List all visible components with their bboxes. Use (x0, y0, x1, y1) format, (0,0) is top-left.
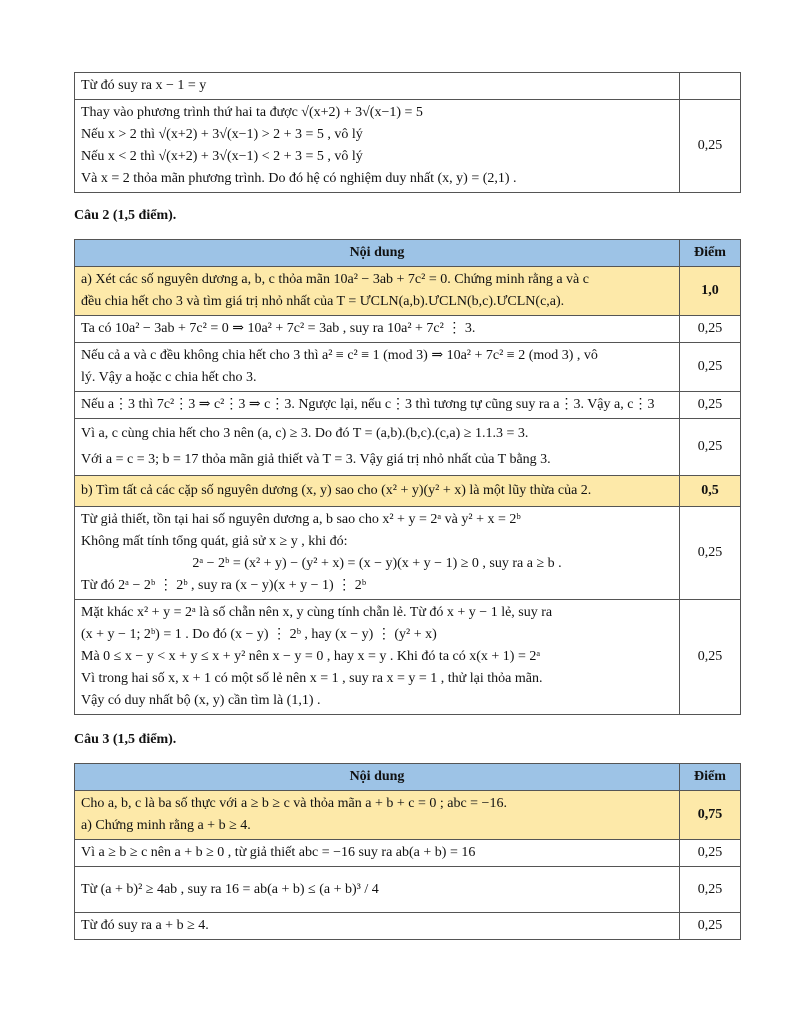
table-row (75, 507, 741, 600)
score-cell: 0,25 (680, 343, 741, 392)
score-cell: 0,5 (680, 476, 741, 507)
score-cell: 0,25 (680, 316, 741, 343)
document-page (74, 72, 741, 940)
content-cell: b) Tìm tất cả các cặp số nguyên dương (x, y) sao cho (x² + y)(y² + x) là một lũy thừa của 2. (75, 476, 680, 507)
table-row (75, 73, 741, 100)
table-row (75, 791, 741, 840)
score-cell: 0,75 (680, 791, 741, 840)
content-cell: Vì a ≥ b ≥ c nên a + b ≥ 0 , từ giả thiết abc = −16 suy ra ab(a + b) = 16 (75, 840, 680, 867)
table-row (75, 913, 741, 940)
header-score: Điểm (680, 764, 741, 791)
header-score: Điểm (680, 240, 741, 267)
q2-table (74, 239, 741, 715)
content-cell: Từ giả thiết, tồn tại hai số nguyên dương a, b sao cho x² + y = 2ᵃ và y² + x = 2ᵇ Không mất tính tổng quát, giả sử x ≥ y , khi đó: 2ᵃ − 2ᵇ = (x² + y) − (y² + x) = (x − y)(x + y − 1) ≥ 0 , suy ra a ≥ b . Từ đó 2ᵃ − 2ᵇ ⋮ 2ᵇ , suy ra (x − y)(x + y − 1) ⋮ 2ᵇ (75, 507, 680, 600)
table-row (75, 476, 741, 507)
header-content: Nội dung (75, 240, 680, 267)
score-cell: 0,25 (680, 507, 741, 600)
question-2-title: Câu 2 (1,5 điểm). (74, 208, 177, 223)
content-cell: a) Xét các số nguyên dương a, b, c thỏa mãn 10a² − 3ab + 7c² = 0. Chứng minh rằng a và c đều chia hết cho 3 và tìm giá trị nhỏ nhất của T = ƯCLN(a,b).ƯCLN(b,c).ƯCLN(c,a). (75, 267, 680, 316)
q1-tail-table (74, 72, 741, 193)
content-cell: Ta có 10a² − 3ab + 7c² = 0 ⇒ 10a² + 7c² = 3ab , suy ra 10a² + 7c² ⋮ 3. (75, 316, 680, 343)
table-row (75, 867, 741, 913)
table-row (75, 840, 741, 867)
score-cell: 0,25 (680, 100, 741, 193)
question-3-title: Câu 3 (1,5 điểm). (74, 732, 177, 747)
score-cell: 1,0 (680, 267, 741, 316)
table-row (75, 600, 741, 715)
content-cell: Vì a, c cùng chia hết cho 3 nên (a, c) ≥ 3. Do đó T = (a,b).(b,c).(c,a) ≥ 1.1.3 = 3. Với a = c = 3; b = 17 thỏa mãn giả thiết và T = 3. Vậy giá trị nhỏ nhất của T bằng 3. (75, 419, 680, 476)
content-cell: Thay vào phương trình thứ hai ta được √(x+2) + 3√(x−1) = 5 Nếu x > 2 thì √(x+2) + 3√(x−1) > 2 + 3 = 5 , vô lý Nếu x < 2 thì √(x+2) + 3√(x−1) < 2 + 3 = 5 , vô lý Và x = 2 thỏa mãn phương trình. Do đó hệ có nghiệm duy nhất (x, y) = (2,1) . (75, 100, 680, 193)
content-cell: Nếu a⋮3 thì 7c²⋮3 ⇒ c²⋮3 ⇒ c⋮3. Ngược lại, nếu c⋮3 thì tương tự cũng suy ra a⋮3. Vậy a, c⋮3 (75, 392, 680, 419)
table-row (75, 392, 741, 419)
content-cell: Nếu cả a và c đều không chia hết cho 3 thì a² ≡ c² ≡ 1 (mod 3) ⇒ 10a² + 7c² ≡ 2 (mod 3) , vô lý. Vậy a hoặc c chia hết cho 3. (75, 343, 680, 392)
table-row (75, 100, 741, 193)
table-header (75, 240, 741, 267)
table-row (75, 343, 741, 392)
table-row (75, 419, 741, 476)
table-row (75, 316, 741, 343)
score-cell: 0,25 (680, 392, 741, 419)
score-cell: 0,25 (680, 600, 741, 715)
table-header (75, 764, 741, 791)
content-cell: Mặt khác x² + y = 2ᵃ là số chẵn nên x, y cùng tính chẵn lẻ. Từ đó x + y − 1 lẻ, suy ra (x + y − 1; 2ᵇ) = 1 . Do đó (x − y) ⋮ 2ᵇ , hay (x − y) ⋮ (y² + x) Mà 0 ≤ x − y < x + y ≤ x + y² nên x − y = 0 , hay x = y . Khi đó ta có x(x + 1) = 2ᵃ Vì trong hai số x, x + 1 có một số lẻ nên x = 1 , suy ra x = y = 1 , thử lại thỏa mãn. Vậy có duy nhất bộ (x, y) cần tìm là (1,1) . (75, 600, 680, 715)
table-row (75, 267, 741, 316)
score-cell: 0,25 (680, 867, 741, 913)
header-content: Nội dung (75, 764, 680, 791)
score-cell: 0,25 (680, 913, 741, 940)
q3-table (74, 763, 741, 940)
content-cell: Từ (a + b)² ≥ 4ab , suy ra 16 = ab(a + b) ≤ (a + b)³ / 4 (75, 867, 680, 913)
score-cell (680, 73, 741, 100)
content-cell: Từ đó suy ra x − 1 = y (75, 73, 680, 100)
content-cell: Cho a, b, c là ba số thực với a ≥ b ≥ c và thỏa mãn a + b + c = 0 ; abc = −16. a) Chứng minh rằng a + b ≥ 4. (75, 791, 680, 840)
score-cell: 0,25 (680, 840, 741, 867)
content-cell: Từ đó suy ra a + b ≥ 4. (75, 913, 680, 940)
score-cell: 0,25 (680, 419, 741, 476)
